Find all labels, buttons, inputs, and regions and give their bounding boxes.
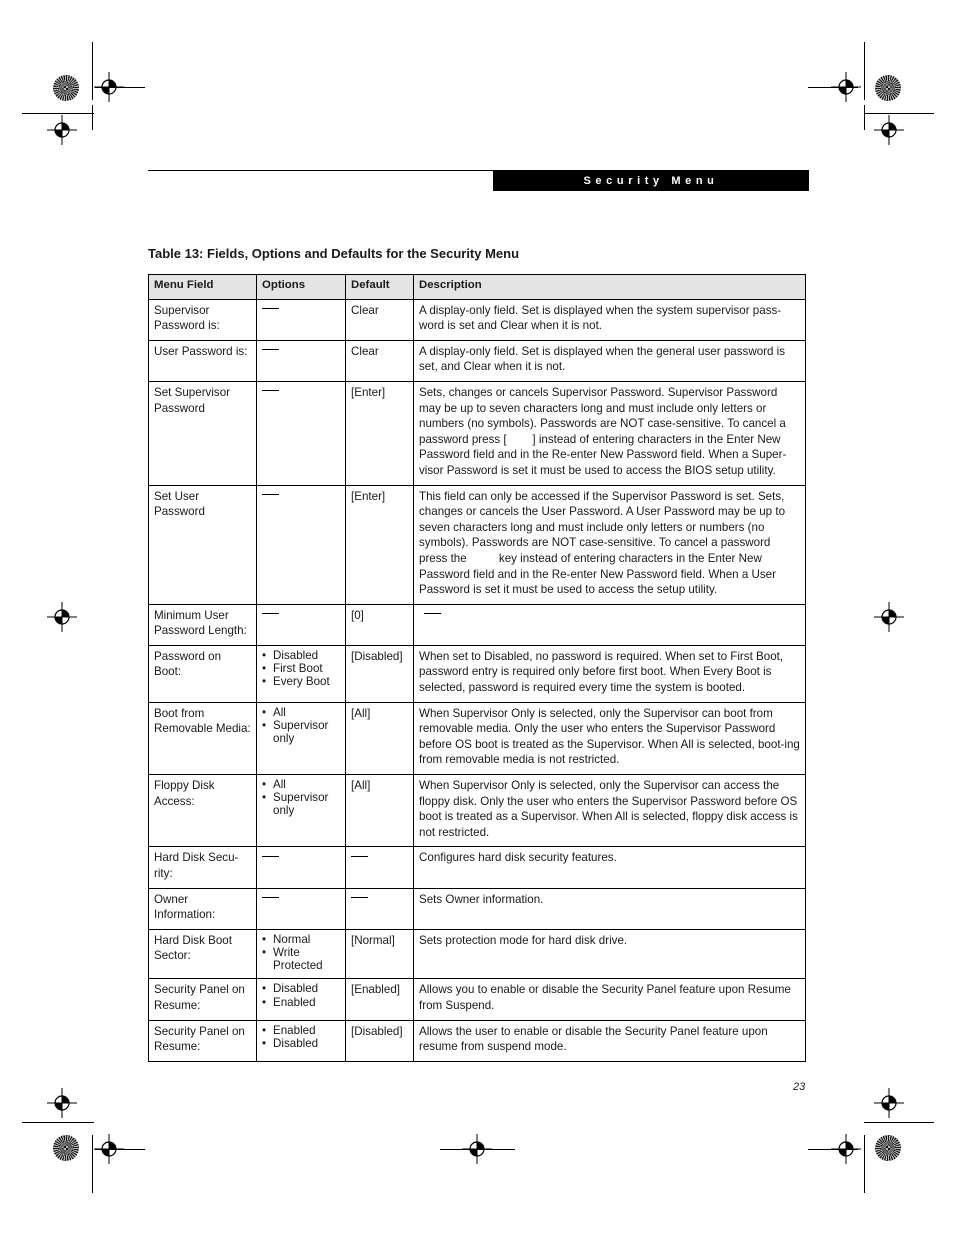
crop-line <box>808 1149 858 1150</box>
registration-starburst-icon <box>53 1135 79 1161</box>
section-header: Security Menu <box>493 170 809 191</box>
description-cell: Allows the user to enable or disable the Security Panel feature upon resume from suspend mode. <box>414 1020 806 1061</box>
options-cell <box>257 645 346 702</box>
menu-field-cell: User Password is: <box>149 340 257 381</box>
menu-field-cell: Security Panel on Resume: <box>149 1020 257 1061</box>
page-number: 23 <box>793 1081 806 1093</box>
option-item: • Enabled <box>262 996 340 1009</box>
crop-line <box>92 42 93 100</box>
default-cell: [All] <box>346 702 414 774</box>
options-cell <box>257 979 346 1020</box>
column-header: Description <box>414 275 806 300</box>
empty-dash <box>351 897 368 898</box>
menu-field-cell: Hard Disk Boot Sector: <box>149 929 257 979</box>
crop-line <box>22 1122 94 1123</box>
default-cell: [Enter] <box>346 381 414 485</box>
registration-crosshair-icon <box>874 1088 904 1118</box>
crop-line <box>864 105 865 130</box>
crop-line <box>95 87 145 88</box>
table-row <box>149 340 806 381</box>
table-row <box>149 604 806 645</box>
default-cell: [Enabled] <box>346 979 414 1020</box>
menu-field-cell: Set User Password <box>149 485 257 604</box>
menu-field-cell: Owner Information: <box>149 888 257 929</box>
description-cell: Configures hard disk security features. <box>414 847 806 888</box>
option-item: • First Boot <box>262 662 340 675</box>
description-cell: Sets protection mode for hard disk drive. <box>414 929 806 979</box>
empty-dash <box>262 494 279 495</box>
menu-field-cell: Boot from Removable Media: <box>149 702 257 774</box>
default-cell: [Normal] <box>346 929 414 979</box>
registration-crosshair-icon <box>874 602 904 632</box>
registration-crosshair-icon <box>47 115 77 145</box>
crop-line <box>440 1149 515 1150</box>
crop-line <box>864 1122 934 1123</box>
crop-line <box>864 113 934 114</box>
security-menu-table <box>148 274 806 1062</box>
menu-field-cell: Set Supervisor Password <box>149 381 257 485</box>
default-cell: [Enter] <box>346 485 414 604</box>
crop-line <box>864 1135 865 1193</box>
option-item: • Disabled <box>262 982 340 995</box>
description-cell: A display-only field. Set is displayed when the system supervisor pass-word is set and Clear when it is not. <box>414 299 806 340</box>
empty-dash <box>262 308 279 309</box>
description-cell: Sets, changes or cancels Supervisor Password. Supervisor Password may be up to seven characters long and must include only letters or numbers (no symbols). Passwords are NOT case-sensitive. To cancel a password press [ ] instead of entering characters in the Enter New Password field and in the Re-enter New Password field. When a Super-visor Password is set it must be used to access the BIOS setup utility. <box>414 381 806 485</box>
registration-starburst-icon <box>875 1135 901 1161</box>
registration-crosshair-icon <box>874 115 904 145</box>
default-cell: Clear <box>346 340 414 381</box>
option-item: • Every Boot <box>262 675 340 688</box>
options-cell <box>257 1020 346 1061</box>
options-cell <box>257 702 346 774</box>
default-cell: [All] <box>346 775 414 847</box>
default-cell: [Disabled] <box>346 645 414 702</box>
options-list <box>262 706 340 746</box>
options-cell <box>257 485 346 604</box>
options-cell <box>257 340 346 381</box>
description-cell: When Supervisor Only is selected, only the Supervisor can boot from removable media. Only the user who enters the Supervisor Password before OS boot is treated as the Supervisor. When All is selected, boot-ing from removable media is not restricted. <box>414 702 806 774</box>
table-caption: Table 13: Fields, Options and Defaults for the Security Menu <box>148 246 520 261</box>
table-row <box>149 299 806 340</box>
crop-line <box>92 105 93 130</box>
empty-dash <box>262 349 279 350</box>
table-row <box>149 1020 806 1061</box>
option-item: • All <box>262 778 340 791</box>
option-item: • Disabled <box>262 649 340 662</box>
table-row <box>149 847 806 888</box>
table-row <box>149 929 806 979</box>
crop-line <box>92 1135 93 1193</box>
options-cell <box>257 847 346 888</box>
option-item: • All <box>262 706 340 719</box>
crop-line <box>95 1149 145 1150</box>
empty-dash <box>262 613 279 614</box>
description-cell: Sets Owner information. <box>414 888 806 929</box>
description-cell: Allows you to enable or disable the Security Panel feature upon Resume from Suspend. <box>414 979 806 1020</box>
table-row <box>149 775 806 847</box>
table-row <box>149 979 806 1020</box>
option-item: • Write Protected <box>262 946 340 972</box>
option-item: • Enabled <box>262 1024 340 1037</box>
default-cell: [Disabled] <box>346 1020 414 1061</box>
default-cell <box>346 888 414 929</box>
option-item: • Supervisor only <box>262 791 340 817</box>
option-item: • Supervisor only <box>262 719 340 745</box>
crop-line <box>864 42 865 100</box>
description-cell: When set to Disabled, no password is required. When set to First Boot, password entry is required only before first boot. When Every Boot is selected, password is required every time the system is booted. <box>414 645 806 702</box>
options-cell <box>257 604 346 645</box>
registration-starburst-icon <box>875 75 901 101</box>
description-cell: When Supervisor Only is selected, only the Supervisor can access the floppy disk. Only the user who enters the Supervisor Password before OS boot is treated as a Supervisor. When All is selected, floppy disk access is not restricted. <box>414 775 806 847</box>
registration-crosshair-icon <box>47 1088 77 1118</box>
column-header: Menu Field <box>149 275 257 300</box>
default-cell: Clear <box>346 299 414 340</box>
table-row <box>149 381 806 485</box>
options-cell <box>257 929 346 979</box>
options-cell <box>257 888 346 929</box>
default-cell: [0] <box>346 604 414 645</box>
options-list <box>262 982 340 1008</box>
crop-line <box>808 87 858 88</box>
options-cell <box>257 775 346 847</box>
menu-field-cell: Security Panel on Resume: <box>149 979 257 1020</box>
empty-dash <box>424 613 441 614</box>
empty-dash <box>262 897 279 898</box>
empty-dash <box>262 390 279 391</box>
header-rule <box>148 170 493 171</box>
menu-field-cell: Minimum User Password Length: <box>149 604 257 645</box>
description-cell: A display-only field. Set is displayed when the general user password is set, and Clear when it is not. <box>414 340 806 381</box>
crop-line <box>22 113 94 114</box>
menu-field-cell: Supervisor Password is: <box>149 299 257 340</box>
table-row <box>149 485 806 604</box>
column-header: Default <box>346 275 414 300</box>
table-header-row <box>149 275 806 300</box>
empty-dash <box>262 856 279 857</box>
table-row <box>149 645 806 702</box>
description-cell <box>414 604 806 645</box>
menu-field-cell: Hard Disk Secu-rity: <box>149 847 257 888</box>
options-list <box>262 649 340 689</box>
empty-dash <box>351 856 368 857</box>
menu-field-cell: Floppy Disk Access: <box>149 775 257 847</box>
option-item: • Normal <box>262 933 340 946</box>
options-list <box>262 778 340 818</box>
table-row <box>149 888 806 929</box>
description-cell: This field can only be accessed if the Supervisor Password is set. Sets, changes or cancels the User Password. A User Password may be up to seven characters long and must include only letters or numbers (no symbols). Passwords are NOT case-sensitive. To cancel a password press the key instead of entering characters in the Enter New Password field and in the Re-enter New Password field. When a User Password is set it must be used to access the setup utility. <box>414 485 806 604</box>
options-list <box>262 933 340 973</box>
default-cell <box>346 847 414 888</box>
table-row <box>149 702 806 774</box>
column-header: Options <box>257 275 346 300</box>
menu-field-cell: Password on Boot: <box>149 645 257 702</box>
registration-crosshair-icon <box>47 602 77 632</box>
options-cell <box>257 381 346 485</box>
registration-starburst-icon <box>53 75 79 101</box>
options-cell <box>257 299 346 340</box>
option-item: • Disabled <box>262 1037 340 1050</box>
options-list <box>262 1024 340 1050</box>
